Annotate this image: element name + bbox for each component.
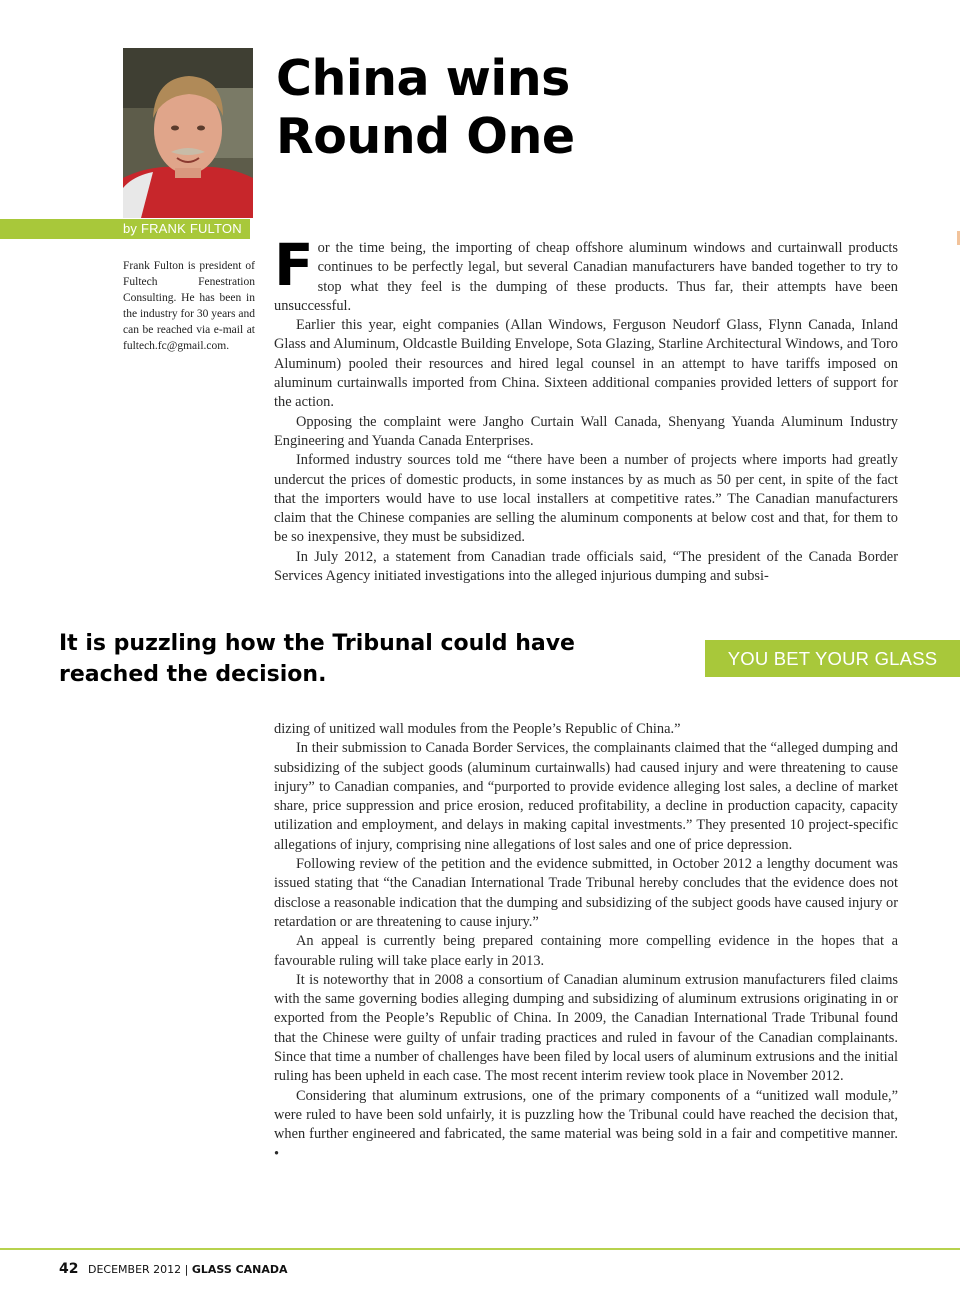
author-photo	[123, 48, 253, 218]
headline-line-1: China wins	[276, 50, 570, 107]
paragraph: An appeal is currently being prepared containing more compelling evidence in the hopes that a favourable ruling will take place early in 2013.	[274, 933, 898, 969]
page-number: 42	[59, 1261, 79, 1277]
article-body-top	[274, 231, 898, 586]
paragraph-lead	[274, 231, 898, 316]
lead-text: or the time being, the importing of cheap offshore aluminum windows and curtainwall products continues to be perfectly legal, but several Canadian manufacturers have banded together to try to stop what they feel is the dumping of these products. Thus far, their attempts have been unsuccessful.	[274, 240, 898, 314]
column-name-tag: YOU BET YOUR GLASS	[705, 640, 960, 677]
issue-date: DECEMBER 2012 |	[87, 1263, 189, 1276]
drop-cap: F	[274, 231, 314, 299]
paragraph-continued: dizing of unitized wall modules from the People’s Republic of China.”	[274, 721, 681, 737]
page-footer	[59, 1260, 288, 1278]
magazine-name: GLASS CANADA	[191, 1263, 288, 1276]
author-bio: Frank Fulton is president of Fultech Fenestration Consulting. He has been in the industry for 30 years and can be reached via e-mail at fultech.fc@gmail.com.	[123, 260, 255, 352]
paragraph: Earlier this year, eight companies (Allan Windows, Ferguson Neudorf Glass, Flynn Canada, Inland Glass and Aluminum, Oldcastle Building Envelope, Sota Glazing, Starline Architectural Windows, and Toro Aluminum) pooled their resources and hired legal counsel in an attempt to have tariffs imposed on aluminum curtainwalls imported from China. Sixteen additional companies provided letters of support for the action.	[274, 317, 898, 411]
paragraph: In July 2012, a statement from Canadian trade officials said, “The president of the Canada Border Services Agency initiated investigations into the alleged injurious dumping and subsi-	[274, 548, 898, 585]
paragraph: Following review of the petition and the evidence submitted, in October 2012 a lengthy document was issued stating that “the Canadian International Trade Tribunal hereby concludes that the evidence does not disclose a reasonable indication that the dumping and subsidizing of the subject goods have caused injury or retardation or are threatening to cause injury.”	[274, 856, 898, 930]
pull-quote: It is puzzling how the Tribunal could have reached the decision.	[59, 631, 575, 687]
paragraph: Considering that aluminum extrusions, one of the primary components of a “unitized wall module,” were ruled to have been sold unfairly, it is puzzling how the Tribunal could have reached the decision that, when further engineered and fabricated, the same material was being sold in a fair and competitive manner. •	[274, 1087, 898, 1162]
headline	[276, 50, 756, 166]
footer-rule	[0, 1248, 960, 1250]
author-portrait-image	[123, 48, 253, 218]
byline: by FRANK FULTON	[123, 221, 242, 236]
paragraph: Informed industry sources told me “there have been a number of projects where imports had greatly undercut the prices of domestic products, in some instances by as much as 50 per cent, in spite of the fact that the importers would have to use local installers at competitive rates.” The Canadian manufacturers claim that the Chinese companies are selling the aluminum components at below cost and that, for them to be so inexpensive, they must be subsidized.	[274, 452, 898, 546]
article-body-bottom	[274, 720, 898, 1164]
headline-line-2: Round One	[276, 108, 575, 165]
paragraph: In their submission to Canada Border Services, the complainants claimed that the “alleged dumping and subsidizing of the subject goods (aluminum curtainwalls) had caused injury and were threatening to cause injury” to Canadian companies, and “purported to provide evidence alleging lost sales, a decline of market share, price suppression and price erosion, reduced profitability, a decline in production capacity, capacity utilization and employment, and delays in making capital investments.” They presented 10 project-specific allegations of injury, comprising nine allegations of lost sales and one of price depression.	[274, 740, 898, 853]
paragraph: Opposing the complaint were Jangho Curtain Wall Canada, Shenyang Yuanda Aluminum Industry Engineering and Yuanda Canada Enterprises.	[274, 413, 898, 449]
paragraph: It is noteworthy that in 2008 a consortium of Canadian aluminum extrusion manufacturers filed claims with the same governing bodies alleging dumping and subsidizing of aluminum extrusions originating in or exported from the People’s Republic of China. In 2009, the Canadian International Trade Tribunal found that the Chinese were guilty of unfair trading practices and ruled in favour of the Canadian complainants. Since that time a number of challenges have been filed by local users of aluminum extrusions and the initial ruling has been upheld in each case. The most recent interim review took place in November 2012.	[274, 971, 898, 1085]
